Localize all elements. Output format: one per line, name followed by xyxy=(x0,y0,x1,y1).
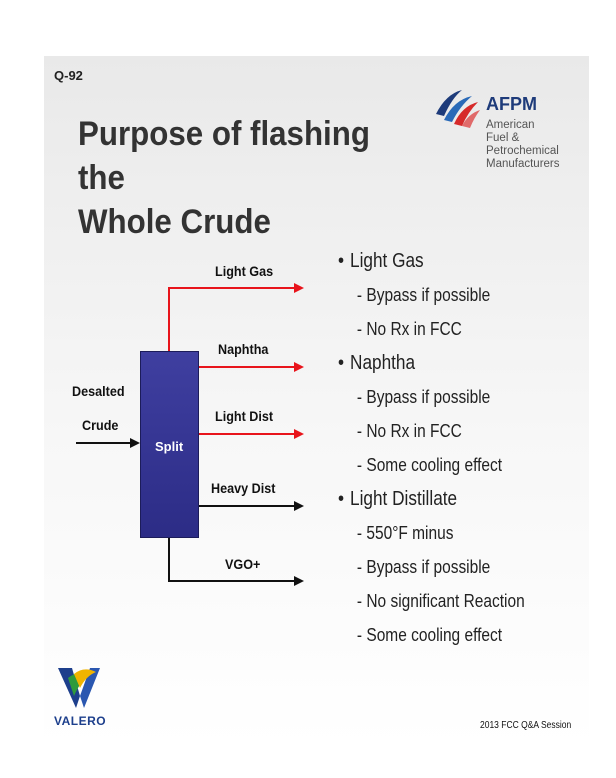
title-line-1: Purpose of flashing the xyxy=(78,115,370,197)
sub-bullet: - No Rx in FCC xyxy=(356,319,462,339)
sub-bullet: - Some cooling effect xyxy=(356,625,503,645)
valero-wordmark: VALERO xyxy=(54,714,107,728)
afpm-line-1: American xyxy=(486,119,535,131)
afpm-line-2: Fuel & Petrochemical xyxy=(486,132,559,157)
feed-label-line-2: Crude xyxy=(82,417,119,433)
stream-label-light-gas: Light Gas xyxy=(215,263,274,279)
sub-bullet: - Bypass if possible xyxy=(356,285,491,305)
afpm-line-3: Manufacturers xyxy=(486,158,560,170)
sub-bullet: - No Rx in FCC xyxy=(356,421,462,441)
stream-label-vgo: VGO+ xyxy=(225,556,261,572)
feed-label-line-1: Desalted xyxy=(72,383,125,399)
bullet-list xyxy=(338,244,578,652)
stream-label-heavy-dist: Heavy Dist xyxy=(211,480,276,496)
slide xyxy=(44,56,589,746)
split-label: Split xyxy=(155,439,184,454)
sub-bullet: - Bypass if possible xyxy=(356,557,491,577)
question-number: Q-92 xyxy=(54,68,83,83)
bullet-light-distillate: • Light Distillate xyxy=(338,488,458,510)
sub-bullet: - Bypass if possible xyxy=(356,387,491,407)
sub-bullet: - Some cooling effect xyxy=(356,455,503,475)
bullet-light-gas: • Light Gas xyxy=(338,250,424,272)
valero-v-logo-icon xyxy=(54,662,104,712)
sub-bullet: - 550°F minus xyxy=(356,523,454,543)
stream-label-light-dist: Light Dist xyxy=(215,408,274,424)
session-footer: 2013 FCC Q&A Session xyxy=(480,720,572,731)
stream-label-naphtha: Naphtha xyxy=(218,341,269,357)
bullet-naphtha: • Naphtha xyxy=(338,352,416,374)
sub-bullet: - No significant Reaction xyxy=(356,591,525,611)
title-line-2: Whole Crude xyxy=(78,203,271,241)
afpm-brand: AFPM xyxy=(486,94,537,114)
